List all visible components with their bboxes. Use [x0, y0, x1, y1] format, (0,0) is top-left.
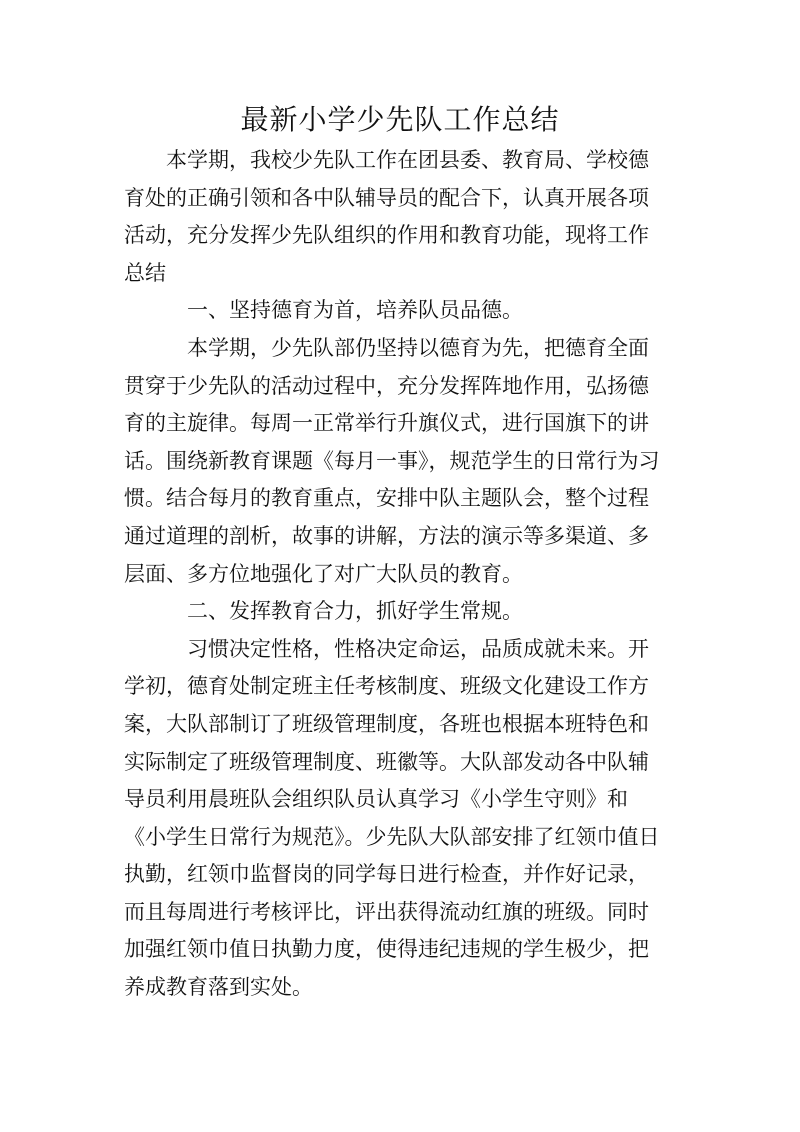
text-line: 育处的正确引领和各中队辅导员的配合下，认真开展各项 [124, 185, 649, 210]
text-line: 本学期，少先队部仍坚持以德育为先，把德育全面 [187, 335, 649, 360]
text-line: 习惯决定性格，性格决定命运，品质成就未来。开 [187, 636, 649, 661]
text-line: 案，大队部制订了班级管理制度，各班也根据本班特色和 [124, 711, 649, 736]
text-line: 总结 [124, 260, 166, 285]
text-line: 养成教育落到实处。 [124, 975, 313, 1000]
document-title: 最新小学少先队工作总结 [240, 103, 560, 136]
text-line: 通过道理的剖析，故事的讲解，方法的演示等多渠道、多 [124, 523, 649, 548]
text-line: 实际制定了班级管理制度、班徽等。大队部发动各中队辅 [124, 749, 649, 774]
text-line: 《小学生日常行为规范》。少先队大队部安排了红领巾值日 [124, 824, 660, 849]
text-line: 一、坚持德育为首，培养队员品德。 [187, 298, 523, 323]
text-line: 而且每周进行考核评比，评出获得流动红旗的班级。同时 [124, 899, 649, 924]
text-line: 话。围绕新教育课题《每月一事》，规范学生的日常行为习 [124, 448, 660, 473]
text-line: 学初，德育处制定班主任考核制度、班级文化建设工作方 [124, 674, 649, 699]
text-line: 育的主旋律。每周一正常举行升旗仪式，进行国旗下的讲 [124, 411, 649, 436]
text-line: 贯穿于少先队的活动过程中，充分发挥阵地作用，弘扬德 [124, 373, 649, 398]
text-line: 加强红领巾值日执勤力度，使得违纪违规的学生极少，把 [124, 937, 649, 962]
text-line: 本学期，我校少先队工作在团县委、教育局、学校德 [166, 148, 649, 172]
text-line: 导员利用晨班队会组织队员认真学习《小学生守则》和 [124, 787, 628, 812]
text-line: 执勤，红领巾监督岗的同学每日进行检查，并作好记录， [124, 862, 649, 887]
text-line: 二、发挥教育合力，抓好学生常规。 [187, 599, 523, 624]
text-line: 惯。结合每月的教育重点，安排中队主题队会，整个过程 [124, 486, 649, 511]
document-body [124, 142, 664, 1007]
text-line: 层面、多方位地强化了对广大队员的教育。 [124, 561, 523, 586]
text-line: 活动，充分发挥少先队组织的作用和教育功能，现将工作 [124, 223, 649, 248]
